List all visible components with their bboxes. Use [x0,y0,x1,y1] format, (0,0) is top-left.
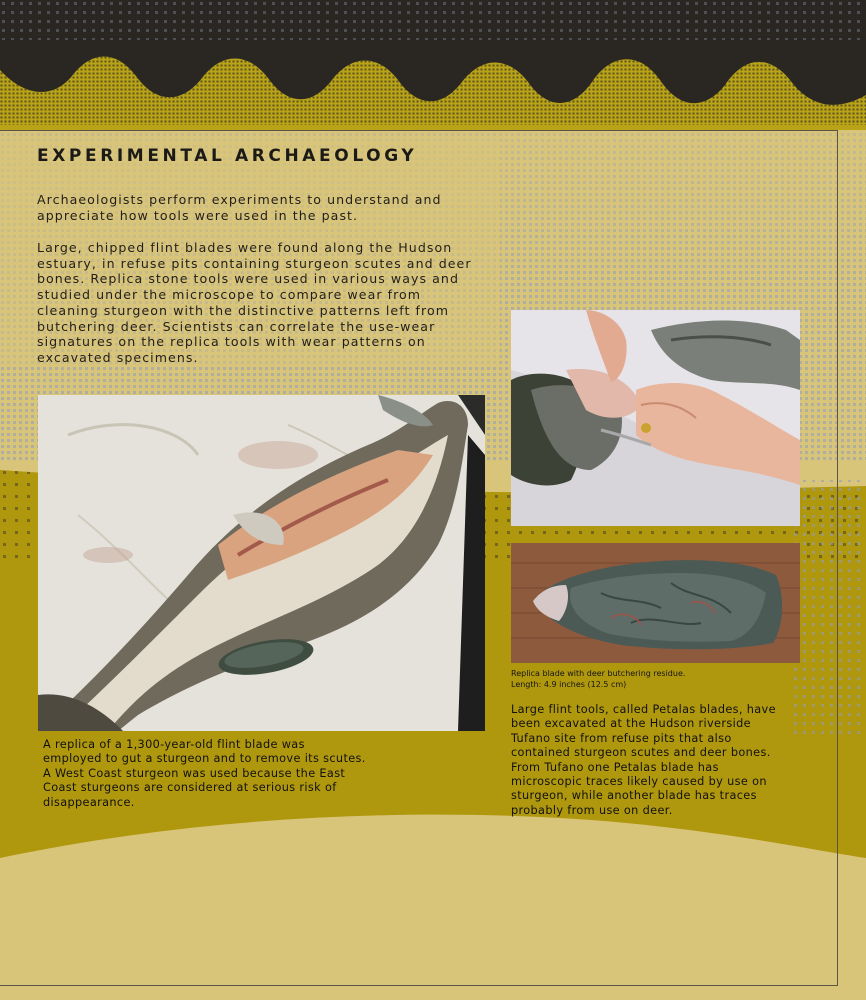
body-line: bones. Replica stone tools were used in various ways and [37,271,460,287]
caption-line: A West Coast sturgeon was used because the East [43,766,346,780]
sturgeon-gutting-photo [38,395,485,731]
body-line: Large, chipped flint blades were found along the Hudson [37,240,453,255]
body-line: butchering deer. Scientists can correlate the use-wear [37,318,436,334]
caption-line: Tufano site from refuse pits that also [511,731,732,745]
caption-line: contained sturgeon scutes and deer bones. [511,746,771,760]
caption-line: Length: 4.9 inches (12.5 cm) [511,679,627,689]
panel-title: EXPERIMENTAL ARCHAEOLOGY [37,146,418,166]
body-paragraph [37,240,517,366]
replica-blade-caption [511,669,811,690]
frame-bottom-line [0,985,838,986]
body-line: estuary, in refuse pits containing sturgeon scutes and deer [37,255,472,271]
caption-line: Replica blade with deer butchering residue. [511,669,686,678]
frame-top-line [0,130,838,131]
intro-line: Archaeologists perform experiments to understand and [37,192,442,207]
caption-line: A replica of a 1,300-year-old flint blade was [43,738,305,751]
body-line: excavated specimens. [37,349,199,365]
petalas-caption [511,703,801,818]
caption-line: probably from use on deer. [511,803,673,817]
caption-line: Coast sturgeons are considered at serious risk of [43,781,337,795]
caption-line: disappearance. [43,795,135,809]
body-line: cleaning sturgeon with the distinctive patterns left from [37,302,450,318]
sturgeon-caption [43,738,443,810]
frame-right-line [837,130,838,985]
caption-line: been excavated at the Hudson riverside [511,717,751,731]
replica-blade-photo [511,543,800,663]
body-line: studied under the microscope to compare wear from [37,287,422,303]
caption-line: sturgeon, while another blade has traces [511,789,757,803]
body-line: signatures on the replica tools with wear patterns on [37,334,426,350]
intro-line: appreciate how tools were used in the past. [37,207,359,223]
caption-line: microscopic traces likely caused by use on [511,775,767,789]
hands-filleting-photo [511,310,800,526]
intro-paragraph [37,192,507,223]
caption-line: Large flint tools, called Petalas blades, have [511,703,776,716]
caption-line: From Tufano one Petalas blade has [511,760,719,774]
caption-line: employed to gut a sturgeon and to remove its scutes. [43,752,366,766]
